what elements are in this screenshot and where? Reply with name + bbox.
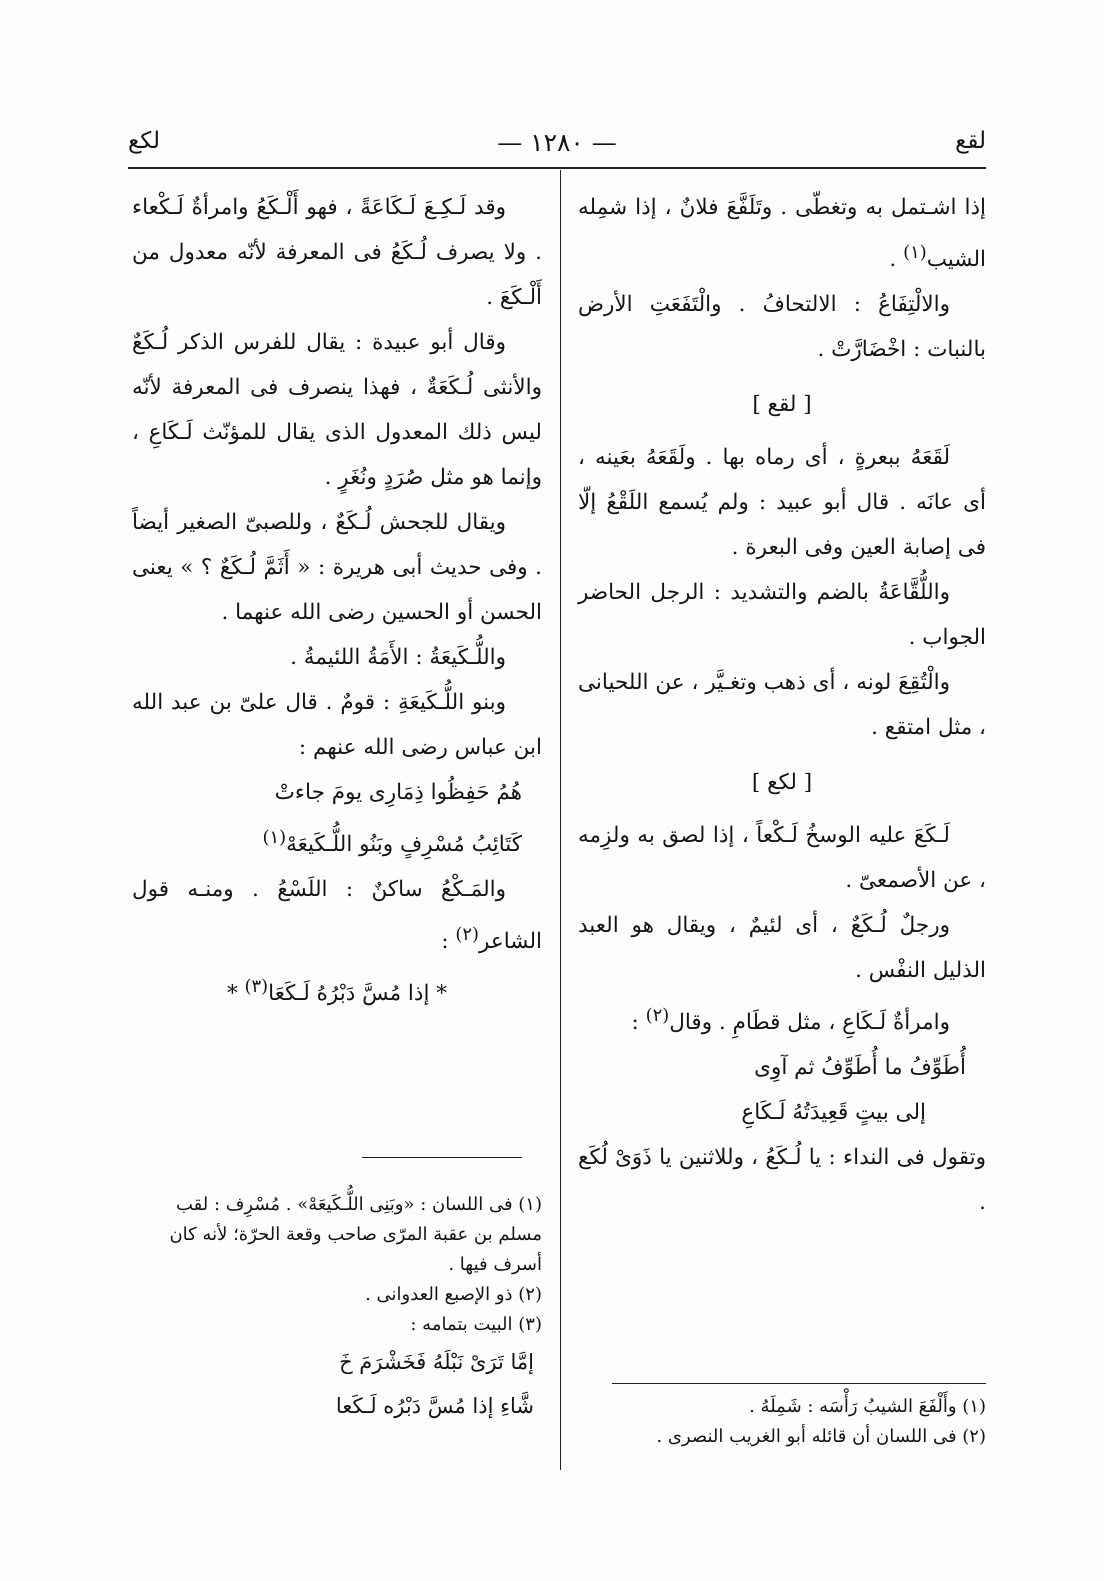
footnote-ref: (١) — [262, 827, 287, 848]
header-rule — [128, 167, 986, 169]
right-paragraph-8: وامرأةٌ لَـكَاعِ ، مثل قطَامِ . وقال$^{(٢)}$ : — [631, 1005, 950, 1036]
left-paragraph-1: وقد لَـكِـعَ لَـكَاعَةً ، فهو أَلْـكَعُ وامرأةٌ لَـكْعاء . ولا يصرف لُـكَعُ فى المعرفة لأنّه معدول من أَلْـكَعَ . — [132, 195, 542, 310]
footnote-verse-line: شَّاءِ إذا مُسَّ دَبْرُه لَـكَعا — [335, 1394, 534, 1418]
verse-line: * إذا مُسَّ دَبْرُهُ لَـكَعَا$^{(٣)}$ * — [226, 976, 448, 1007]
verse-line: إلى بيتٍ قَعِيدَتُهُ لَـكَاعِ — [741, 1100, 926, 1126]
footnote-rule — [612, 1383, 986, 1384]
footnote-rule — [362, 1157, 522, 1158]
right-footnotes — [612, 1392, 986, 1452]
footnote: (١) فى اللسان : «وبَنِى اللُّـكَيعَهْ» . مُسْرِف : لقب مسلم بن عقبة المرّى صاحب وقعة الحرّة؛ لأنه كان أسرف فيها . — [169, 1194, 542, 1275]
right-paragraph-1: إذا اشـتمل به وتغطّى . وتَلَفَّعَ فلانٌ ، إذا شمِله الشيب$^{(١)}$ . — [578, 195, 986, 273]
right-paragraph-2: والالْتِفَاعُ : الالتحافُ . والْتَفَعَتِ الأرض بالنبات : اخْضَارَّتْ . — [578, 292, 986, 363]
left-paragraph-3: ويقال للجحش لُـكَعٌ ، وللصبىّ الصغير أيضاً . وفى حديث أبى هريرة : « أَثَمَّ لُـكَعٌ ؟ » يعنى الحسن أو الحسين رضى الله عنهما . — [132, 510, 542, 625]
right-paragraph-5: والْتُقِعَ لونه ، أى ذهب وتغـيَّر ، عن اللحيانى ، مثل امتقع . — [578, 670, 986, 741]
page-number: — ١٢٨٠ — — [497, 128, 617, 157]
entry-heading-lka: [ لكع ] — [751, 770, 813, 796]
right-paragraph-7: ورجلٌ لُـكَعٌ ، أى لئيمٌ ، ويقال هو العبد الذليل النفْس . — [578, 913, 986, 984]
right-paragraph-4: واللُّقَّاعَةُ بالضم والتشديد : الرجل الحاضر الجواب . — [578, 580, 986, 651]
entry-heading-lqa: [ لقع ] — [752, 392, 812, 418]
left-paragraph-4: واللُّـكَيعَةُ : الأَمَةُ اللئيمةُ . — [290, 645, 506, 670]
verse-line: هُمُ حَفِظُوا ذِمَارِى يومَ جاءتْ — [274, 780, 522, 805]
footnote: (٣) البيت بتمامه : — [410, 1314, 542, 1335]
footnote-verse-line: إمَّا تَرَىْ نَبْلَهُ فَخَشْرَمَ خَ — [339, 1350, 534, 1374]
left-footnotes — [132, 1190, 542, 1428]
verse-line: كَتَائِبُ مُسْرِفٍ وبَنُو اللُّـكَيعَهْ$^{(١)}$ — [262, 827, 522, 858]
left-paragraph-2: وقال أبو عبيدة : يقال للفرس الذكر لُـكَعٌ والأنثى لُـكَعَةٌ ، فهذا ينصرف فى المعرفة لأنّه ليس ذلك المعدول الذى يقال للمؤنّث لَـكَاعِ ، وإنما هو مثل صُرَدٍ ونُغَرٍ . — [132, 330, 542, 490]
footnote: (٢) ذو الإصبع العدوانى . — [365, 1284, 542, 1305]
left-paragraph-6: والمَـكْعُ ساكنٌ : اللَسْعُ . ومنـه قول الشاعر$^{(٢)}$ : — [132, 877, 542, 955]
left-paragraph-5: وبنو اللُّـكَيعَةِ : قومٌ . قال علىّ بن عبد الله ابن عباس رضى الله عنهم : — [132, 690, 542, 760]
right-paragraph-3: لَقَعَهُ ببعرةٍ ، أى رماه بها . ولَقَعَهُ بعَينه ، أى عانَه . قال أبو عبيد : ولم يُسمع اللَقْعُ إلّا فى إصابة العين وفى البعرة . — [578, 445, 986, 561]
footnote-ref: (٣) — [244, 976, 269, 998]
footnote: (٢) فى اللسان أن قائله أبو الغريب النصرى . — [656, 1426, 986, 1447]
page-header — [128, 128, 986, 168]
verse-line: أُطَوِّفُ ما أُطَوِّفُ ثم آوِى — [754, 1055, 966, 1081]
right-column — [578, 185, 986, 1225]
left-column — [132, 185, 542, 1016]
footnote: (١) وأَلْفَعَ الشيبُ رَأْسَه : شَمِلَهُ . — [749, 1396, 986, 1417]
right-paragraph-9: وتقول فى النداء : يا لُـكَعُ ، وللاثنين يا ذَوَىْ لُكَع . — [578, 1145, 986, 1216]
column-divider — [560, 170, 561, 1470]
right-paragraph-6: لَـكَعَ عليه الوسخُ لَـكْعاً ، إذا لصق به ولزِمه ، عن الأصمعىّ . — [578, 823, 986, 894]
header-right-word: لقع — [955, 128, 986, 154]
footnote-ref: (٢) — [645, 1005, 670, 1027]
header-left-word: لكع — [128, 128, 160, 154]
footnote-ref: (١) — [903, 242, 927, 263]
footnote-ref: (٢) — [455, 924, 480, 946]
